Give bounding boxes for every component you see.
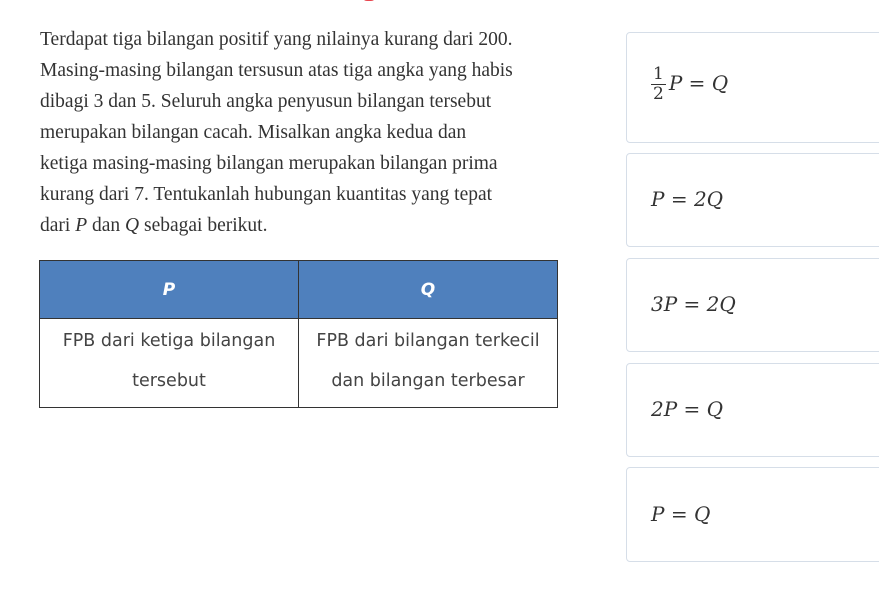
option-lhs: 2P (651, 397, 678, 421)
cell-q (299, 319, 558, 408)
fraction-denominator: 2 (653, 84, 664, 104)
option-rhs: Q (693, 502, 711, 526)
question-line-last (40, 210, 580, 241)
table-row (40, 319, 558, 408)
quantity-table (39, 260, 558, 408)
option-lhs: 3P (651, 292, 678, 316)
option-b-math (651, 187, 723, 211)
variable-q: Q (125, 215, 140, 236)
table-header-row (40, 261, 558, 319)
option-a-math (651, 65, 728, 104)
option-rhs: Q (711, 71, 729, 95)
question-line: kurang dari 7. Tentukanlah hubungan kuantitas yang tepat (40, 184, 493, 205)
question-line: Terdapat tiga bilangan positif yang nilainya kurang dari 200. (40, 29, 513, 50)
option-c[interactable] (626, 258, 879, 352)
cell-p (40, 319, 299, 408)
option-lhs: P (651, 187, 665, 211)
header-p: P (40, 261, 299, 319)
equals-sign: = (682, 71, 712, 95)
accent-mark (362, 0, 376, 1)
option-b[interactable] (626, 153, 879, 247)
option-e-math (651, 502, 710, 526)
cell-line: FPB dari ketiga bilangan (62, 331, 276, 351)
equals-sign: = (664, 187, 694, 211)
fraction-numerator: 1 (653, 64, 664, 84)
variable-p: P (75, 215, 88, 236)
option-rhs: 2Q (693, 187, 724, 211)
text-fragment: sebagai berikut. (139, 215, 268, 236)
fraction (651, 65, 666, 104)
option-rhs: Q (706, 397, 724, 421)
text-fragment: dari (40, 215, 76, 236)
question-line: ketiga masing-masing bilangan merupakan bilangan prima (40, 153, 498, 174)
question-line: Masing-masing bilangan tersusun atas tiga angka yang habis (40, 60, 513, 81)
option-d[interactable] (626, 363, 879, 457)
option-rhs: 2Q (706, 292, 736, 316)
cell-line: tersebut (132, 371, 206, 391)
question-line: dibagi 3 dan 5. Seluruh angka penyusun bilangan tersebut (40, 91, 492, 112)
equals-sign: = (677, 397, 707, 421)
option-a[interactable] (626, 32, 879, 143)
option-lhs: P (668, 71, 683, 95)
option-lhs: P (651, 502, 665, 526)
equals-sign: = (677, 292, 707, 316)
question-line: merupakan bilangan cacah. Misalkan angka kedua dan (40, 122, 467, 143)
equals-sign: = (664, 502, 694, 526)
cell-line: FPB dari bilangan terkecil (316, 331, 540, 351)
text-fragment: dan (87, 215, 126, 236)
option-e[interactable] (626, 467, 879, 562)
option-d-math (651, 397, 723, 421)
header-q: Q (299, 261, 558, 319)
question-text (40, 24, 580, 241)
cell-line: dan bilangan terbesar (331, 371, 525, 391)
option-c-math (651, 292, 736, 316)
